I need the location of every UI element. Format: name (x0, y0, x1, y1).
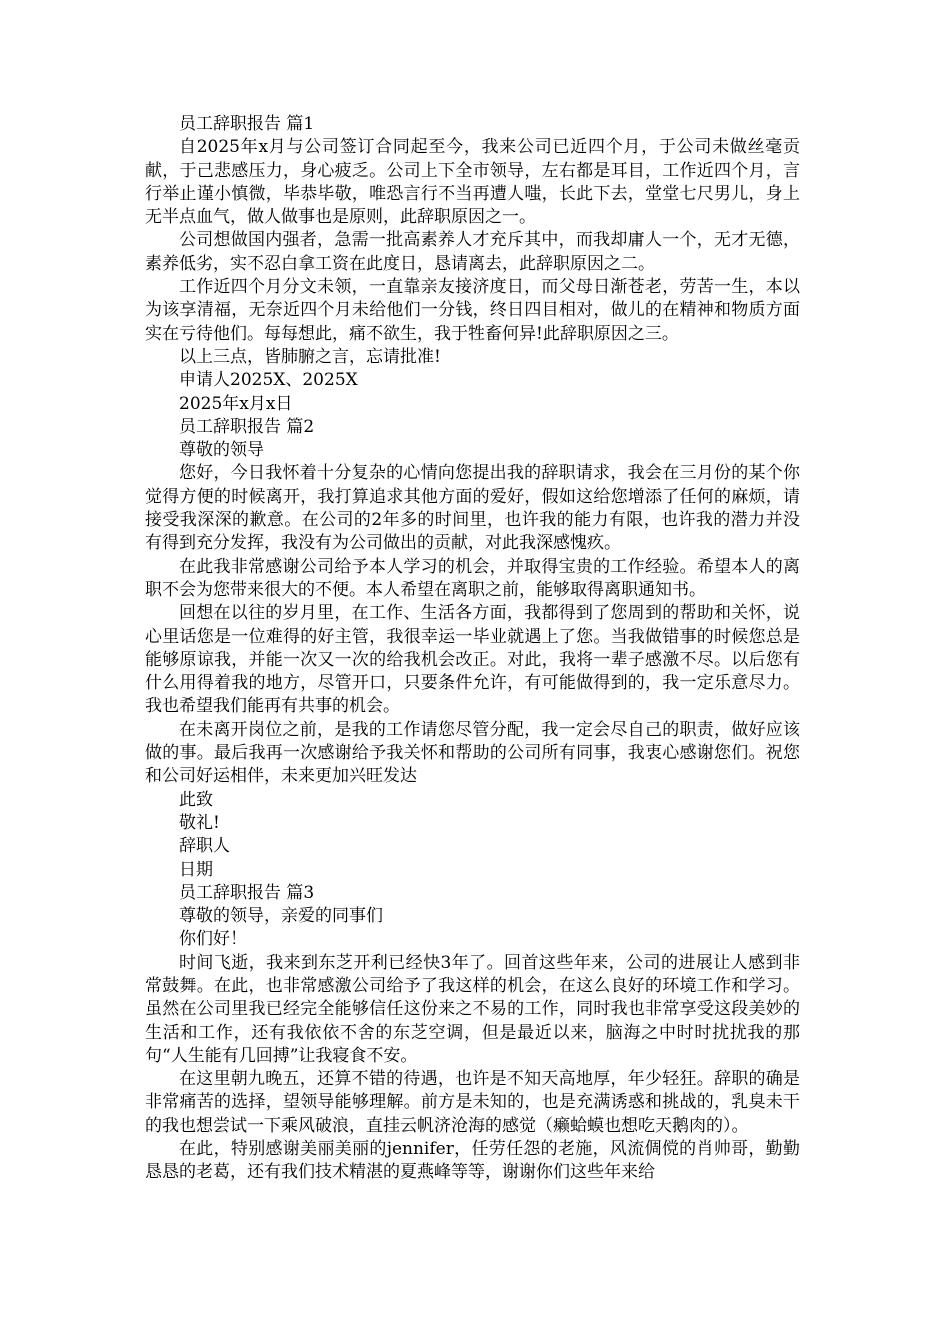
greeting: 你们好！ (179, 929, 247, 950)
section-heading-1: 员工辞职报告 篇1 (179, 114, 315, 134)
salutation: 尊敬的领导，亲爱的同事们 (179, 906, 383, 927)
signature-date: 日期 (179, 859, 213, 880)
signature-resigner: 辞职人 (179, 836, 230, 857)
paragraph: 在这里朝九晚五，还算不错的待遇，也许是不知天高地厚，年少轻狂。辞职的确是非常痛苦的选择，望领导能够理解。前方是未知的，也是充满诱惑和挑战的，乳臭未干的我也想尝试一下乘风破浪，直挂云帆济沧海的感觉（癞蛤蟆也想吃天鹅肉的）。 (145, 1069, 800, 1136)
section-heading-2: 员工辞职报告 篇2 (179, 416, 315, 437)
document-body (145, 113, 800, 1185)
paragraph: 工作近四个月分文未领，一直靠亲友接济度日，而父母日渐苍老，劳苦一生，本以为该享清福，无奈近四个月未给他们一分钱，终日四目相对，做儿的在精神和物质方面实在亏待他们。每每想此，痛不欲生，我于牲畜何异!此辞职原因之三。 (145, 277, 800, 344)
paragraph: 在此我非常感谢公司给予本人学习的机会，并取得宝贵的工作经验。希望本人的离职不会为您带来很大的不便。本人希望在离职之前，能够取得离职通知书。 (145, 556, 800, 600)
signature-date: 2025年x月x日 (179, 393, 293, 414)
closing-line: 此致 (179, 789, 213, 810)
paragraph: 在此，特别感谢美丽美丽的jennifer，任劳任怨的老施，风流倜傥的肖帅哥，勤勤恳恳的老葛，还有我们技术精湛的夏燕峰等等，谢谢你们这些年来给 (145, 1139, 800, 1183)
paragraph: 在未离开岗位之前，是我的工作请您尽管分配，我一定会尽自己的职责，做好应该做的事。最后我再一次感谢给予我关怀和帮助的公司所有同事，我衷心感谢您们。祝您和公司好运相伴，未来更加兴旺发达 (145, 719, 800, 787)
salutation: 尊敬的领导 (179, 440, 264, 461)
paragraph: 公司想做国内强者，急需一批高素养人才充斥其中，而我却庸人一个，无才无德，素养低劣，实不忍白拿工资在此度日，恳请离去，此辞职原因之二。 (145, 230, 800, 274)
paragraph: 自2025年x月与公司签订合同起至今，我来公司已近四个月，于公司未做丝毫贡献，于己悲感压力，身心疲乏。公司上下全市领导，左右都是耳目，工作近四个月，言行举止谨小慎微，毕恭毕敬，唯恐言行不当再遭人嗤，长此下去，堂堂七尺男儿，身上无半点血气，做人做事也是原则，此辞职原因之一。 (145, 137, 800, 228)
paragraph: 时间飞逝，我来到东芝开利已经快3年了。回首这些年来，公司的进展让人感到非常鼓舞。在此，也非常感激公司给予了我这样的机会，在这么良好的环境工作和学习。虽然在公司里我已经完全能够信任这份来之不易的工作，同时我也非常享受这段美妙的生活和工作，还有我依依不舍的东芝空调，但是最近以来，脑海之中时时扰扰我的那句“人生能有几回搏”让我寝食不安。 (145, 952, 800, 1066)
section-heading-3: 员工辞职报告 篇3 (179, 882, 315, 903)
closing-line: 敬礼! (179, 812, 220, 833)
paragraph: 回想在以往的岁月里，在工作、生活各方面，我都得到了您周到的帮助和关怀，说心里话您是一位难得的好主管，我很幸运一毕业就遇上了您。当我做错事的时候您总是能够原谅我，并能一次又一次的给我机会改正。对此，我将一辈子感激不尽。以后您有什么用得着我的地方，尽管开口，只要条件允许，有可能做得到的，我一定乐意尽力。我也希望我们能再有共事的机会。 (145, 603, 800, 717)
signature-applicant: 申请人2025X、2025X (179, 370, 358, 391)
paragraph: 以上三点，皆肺腑之言，忘请批准! (179, 346, 441, 367)
paragraph: 您好，今日我怀着十分复杂的心情向您提出我的辞职请求，我会在三月份的某个你觉得方便的时候离开，我打算追求其他方面的爱好，假如这给您增添了任何的麻烦，请接受我深深的歉意。在公司的2年多的时间里，也许我的能力有限，也许我的潜力并没有得到充分发挥，我没有为公司做出的贡献，对此我深感愧疚。 (145, 463, 800, 554)
